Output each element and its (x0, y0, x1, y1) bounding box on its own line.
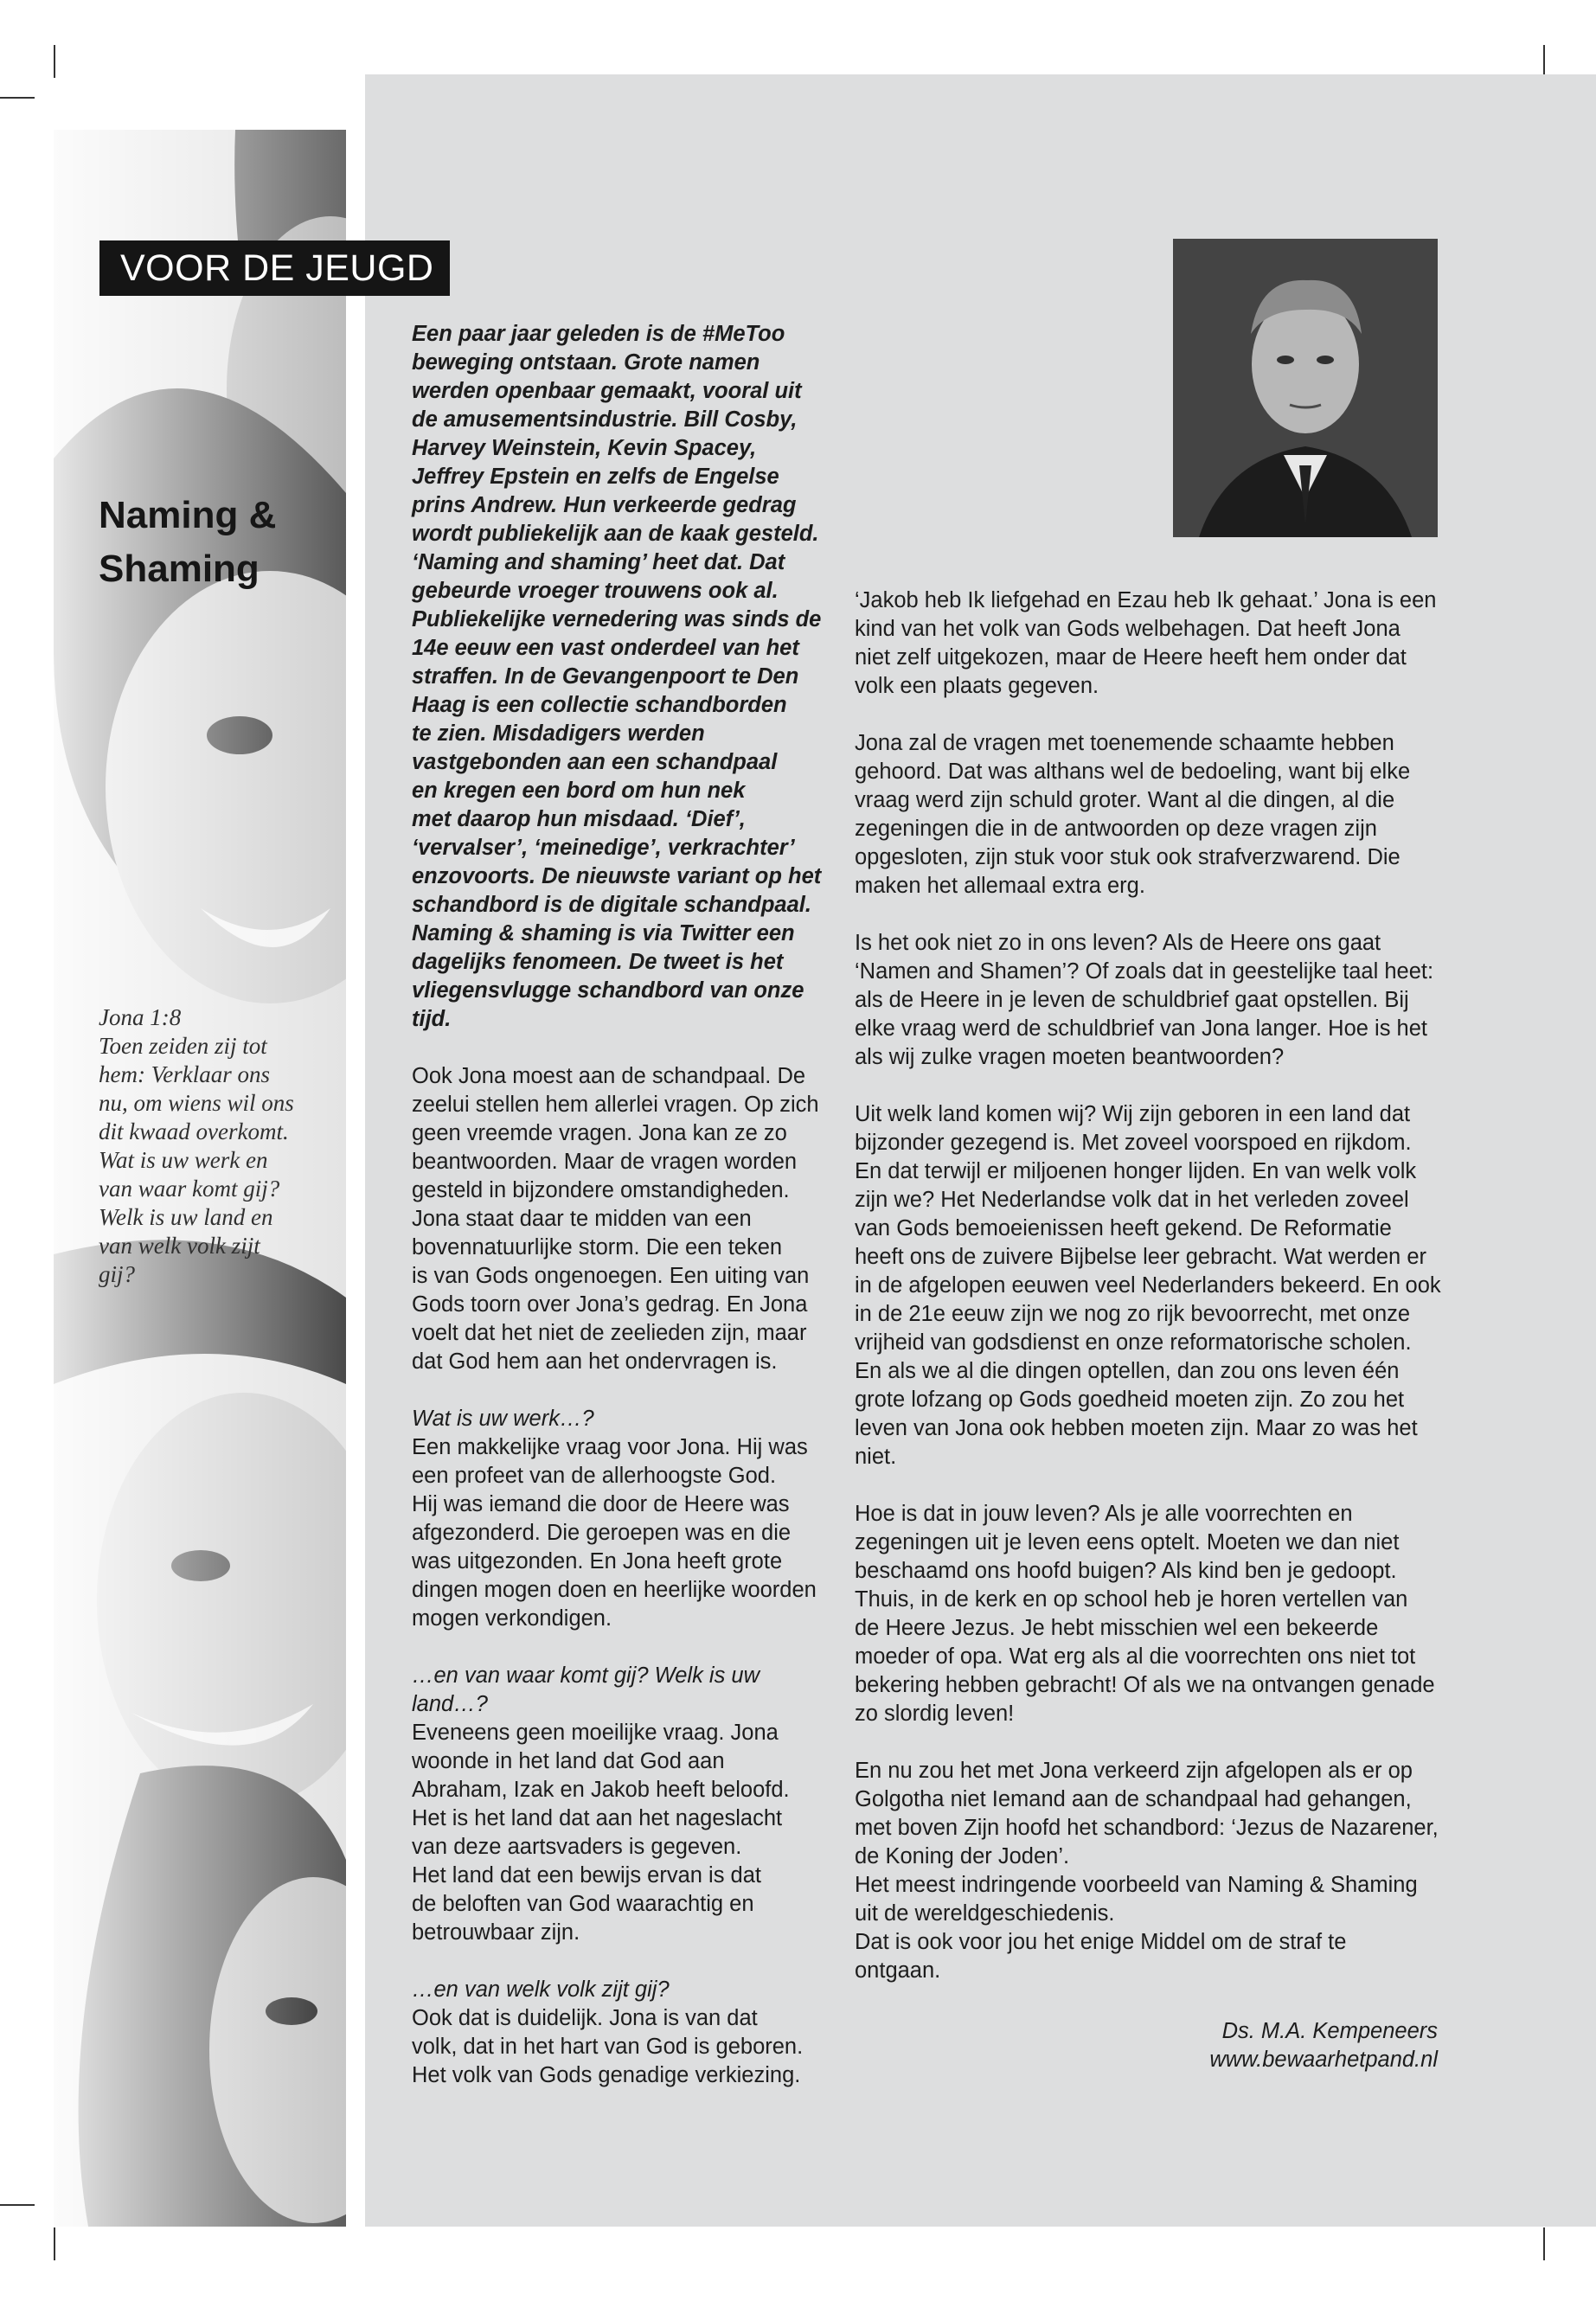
author-name: Ds. M.A. Kempeneers (1221, 2019, 1438, 2043)
text-line: prins Andrew. Hun verkeerde gedrag (412, 493, 797, 517)
text-line: de amusementsindustrie. Bill Cosby, (412, 407, 798, 432)
text-line: de beloften van God waarachtig en (412, 1892, 754, 1916)
text-line: Gods toorn over Jona’s gedrag. En Jona (412, 1292, 808, 1317)
text-line: was uitgezonden. En Jona heeft grote (412, 1549, 783, 1574)
text-line: Een paar jaar geleden is de #MeToo (412, 322, 785, 346)
text-line: …en van waar komt gij? Welk is uw (412, 1663, 760, 1688)
question-block (412, 1662, 836, 1947)
text-line: grote lofzang op Gods goedheid moeten zijn. Zo zou het (855, 1388, 1405, 1412)
text-line: Haag is een collectie schandborden (412, 693, 787, 717)
text-line: maken het allemaal extra erg. (855, 874, 1145, 898)
text-line: vastgebonden aan een schandpaal (412, 750, 778, 774)
crop-mark (1543, 2227, 1545, 2260)
text-line: opgesloten, zijn stuk voor stuk ook strafverzwarend. Die (855, 845, 1401, 869)
text-line: ontgaan. (855, 1958, 941, 1983)
text-line: zegeningen uit je leven eens optelt. Moeten we dan niet (855, 1530, 1400, 1554)
text-line: enzovoorts. De nieuwste variant op het (412, 864, 822, 888)
text-line: beschaamd ons hoofd buigen? Als kind ben je gedoopt. (855, 1559, 1397, 1583)
text-line: Wat is uw werk…? (412, 1407, 594, 1431)
answer-text (412, 1719, 836, 1947)
article-headline (99, 489, 341, 596)
text-line: Naming & shaming is via Twitter een (412, 921, 795, 945)
crop-mark (0, 2204, 35, 2206)
text-line: Publiekelijke vernedering was sinds de (412, 607, 822, 631)
text-line: beweging ontstaan. Grote namen (412, 350, 760, 375)
text-line: 14e eeuw een vast onderdeel van het (412, 636, 799, 660)
text-line: betrouwbaar zijn. (412, 1920, 580, 1945)
question-block (412, 1405, 836, 1633)
text-line: mogen verkondigen. (412, 1606, 612, 1631)
text-line: Een makkelijke vraag voor Jona. Hij was (412, 1435, 808, 1459)
text-line: werden openbaar gemaakt, vooral uit (412, 379, 802, 403)
answer-text (412, 2004, 836, 2090)
text-line: Is het ook niet zo in ons leven? Als de Heere ons gaat (855, 931, 1381, 955)
author-portrait (1173, 239, 1438, 537)
text-line: gesteld in bijzondere omstandigheden. (412, 1178, 790, 1202)
body-paragraph (412, 1062, 836, 1376)
headline-line: Shaming (99, 548, 260, 590)
body-paragraph (855, 1500, 1443, 1728)
scripture-line: Welk is uw land en (99, 1204, 273, 1230)
text-line: te zien. Misdadigers werden (412, 721, 705, 746)
question-heading (412, 1976, 836, 2004)
scripture-line: nu, om wiens wil ons (99, 1090, 294, 1116)
text-line: voelt dat het niet de zeelieden zijn, maar (412, 1321, 807, 1345)
crop-mark (54, 2227, 55, 2260)
text-line: in de 21e eeuw zijn we nog zo rijk bevoorrecht, met onze (855, 1302, 1411, 1326)
text-line: Jeffrey Epstein en zelfs de Engelse (412, 465, 779, 489)
text-line: niet zelf uitgekozen, maar de Heere heeft hem onder dat (855, 645, 1407, 670)
text-line: met boven Zijn hoofd het schandbord: ‘Jezus de Nazarener, (855, 1816, 1439, 1840)
text-line: afgezonderd. Die geroepen was en die (412, 1521, 792, 1545)
text-line: volk, dat in het hart van God is geboren. (412, 2035, 804, 2059)
text-line: Hoe is dat in jouw leven? Als je alle voorrechten en (855, 1502, 1353, 1526)
text-line: schandbord is de digitale schandpaal. (412, 893, 811, 917)
body-paragraph (855, 1100, 1443, 1471)
text-line: ‘Namen and Shamen’? Of zoals dat in geestelijke taal heet: (855, 959, 1434, 984)
text-line: Thuis, in de kerk en op school heb je horen vertellen van (855, 1587, 1408, 1612)
text-line: de Heere Jezus. Je hebt misschien wel een bekeerde (855, 1616, 1379, 1640)
right-column (855, 586, 1443, 2014)
text-line: beantwoorden. Maar de vragen worden (412, 1150, 798, 1174)
intro-paragraph (412, 320, 836, 1034)
text-line: Harvey Weinstein, Kevin Spacey, (412, 436, 757, 460)
text-line: Het meest indringende voorbeeld van Naming & Shaming (855, 1873, 1418, 1897)
text-line: van deze aartsvaders is gegeven. (412, 1835, 742, 1859)
text-line: zo slordig leven! (855, 1702, 1015, 1726)
text-line: in de afgelopen eeuwen veel Nederlanders bekeerd. En ook (855, 1273, 1441, 1298)
text-line: dingen mogen doen en heerlijke woorden (412, 1578, 817, 1602)
text-line: kind van het volk van Gods welbehagen. Dat heeft Jona (855, 617, 1401, 641)
text-line: vrijheid van godsdienst en onze reformatorische scholen. (855, 1330, 1412, 1355)
text-line: gebeurde vroeger trouwens ook al. (412, 579, 779, 603)
text-line: Dat is ook voor jou het enige Middel om de straf te (855, 1930, 1347, 1954)
scripture-line: van welk volk zijt (99, 1233, 260, 1259)
text-line: leven van Jona ook hebben moeten zijn. Maar zo was het (855, 1416, 1418, 1440)
scripture-line: hem: Verklaar ons (99, 1061, 270, 1087)
question-heading (412, 1405, 836, 1433)
text-line: de Koning der Joden’. (855, 1844, 1070, 1868)
body-paragraph (855, 729, 1443, 901)
crop-mark (0, 97, 35, 99)
text-line: dagelijks fenomeen. De tweet is het (412, 950, 784, 974)
text-line: …en van welk volk zijt gij? (412, 1977, 670, 2002)
body-paragraph (855, 586, 1443, 701)
text-line: uit de wereldgeschiedenis. (855, 1901, 1115, 1926)
text-line: dat God hem aan het ondervragen is. (412, 1349, 778, 1374)
question-heading (412, 1662, 836, 1719)
question-block (412, 1976, 836, 2090)
text-line: ‘Naming and shaming’ heet dat. Dat (412, 550, 785, 574)
text-line: gehoord. Dat was althans wel de bedoeling, want bij elke (855, 760, 1411, 784)
text-line: Jona staat daar te midden van een (412, 1207, 752, 1231)
body-paragraph (855, 1757, 1443, 1985)
scripture-line: Toen zeiden zij tot (99, 1033, 267, 1059)
scripture-line: van waar komt gij? (99, 1176, 280, 1202)
text-line: bekering hebben gebracht! Of als we na ontvangen genade (855, 1673, 1435, 1697)
text-line: tijd. (412, 1007, 452, 1031)
headline-line: Naming & (99, 494, 277, 536)
author-website: www.bewaarhetpand.nl (1209, 2048, 1438, 2072)
section-tag: VOOR DE JEUGD (99, 240, 450, 296)
text-line: Jona zal de vragen met toenemende schaamte hebben (855, 731, 1394, 755)
text-line: Het volk van Gods genadige verkiezing. (412, 2063, 801, 2087)
text-line: wordt publiekelijk aan de kaak gesteld. (412, 522, 819, 546)
scripture-line: dit kwaad overkomt. (99, 1118, 289, 1144)
text-line: zeelui stellen hem allerlei vragen. Op zich (412, 1093, 819, 1117)
text-line: zijn we? Het Nederlandse volk dat in het verleden zoveel (855, 1188, 1409, 1212)
text-line: geen vreemde vragen. Jona kan ze zo (412, 1121, 787, 1145)
text-line: heeft ons de zuivere Bijbelse leer gebracht. Wat werden er (855, 1245, 1426, 1269)
text-line: als wij zulke vragen moeten beantwoorden? (855, 1045, 1285, 1069)
body-paragraph (855, 929, 1443, 1072)
text-line: woonde in het land dat God aan (412, 1749, 725, 1773)
text-line: vraag werd zijn schuld groter. Want al die dingen, al die (855, 788, 1395, 812)
text-line: niet. (855, 1445, 897, 1469)
text-line: Abraham, Izak en Jakob heeft beloofd. (412, 1778, 790, 1802)
scripture-reference: Jona 1:8 (99, 1004, 182, 1030)
text-line: zegeningen die in de antwoorden op deze vragen zijn (855, 817, 1377, 841)
scripture-line: gij? (99, 1261, 136, 1287)
text-line: bijzonder gezegend is. Met zoveel voorspoed en rijkdom. (855, 1131, 1412, 1155)
text-line: Eveneens geen moeilijke vraag. Jona (412, 1721, 779, 1745)
crop-mark (54, 45, 55, 78)
text-line: Ook dat is duidelijk. Jona is van dat (412, 2006, 758, 2030)
answer-text (412, 1433, 836, 1633)
text-line: is van Gods ongenoegen. Een uiting van (412, 1264, 810, 1288)
text-line: Hij was iemand die door de Heere was (412, 1492, 790, 1516)
text-line: als de Heere in je leven de schuldbrief gaat opstellen. Bij (855, 988, 1409, 1012)
text-line: Het is het land dat aan het nageslacht (412, 1806, 783, 1830)
scripture-quote (99, 1003, 332, 1289)
text-line: vliegensvlugge schandbord van onze (412, 978, 804, 1003)
text-line: en kregen een bord om hun nek (412, 779, 746, 803)
text-line: En als we al die dingen optellen, dan zou ons leven één (855, 1359, 1400, 1383)
text-line: elke vraag werd de schuldbrief van Jona langer. Hoe is het (855, 1016, 1427, 1041)
text-line: straffen. In de Gevangenpoort te Den (412, 664, 799, 689)
text-line: een profeet van de allerhoogste God. (412, 1464, 777, 1488)
text-line: met daarop hun misdaad. ‘Dief’, (412, 807, 746, 831)
text-line: En nu zou het met Jona verkeerd zijn afgelopen als er op (855, 1759, 1413, 1783)
text-line: ‘Jakob heb Ik liefgehad en Ezau heb Ik gehaat.’ Jona is een (855, 588, 1437, 612)
text-line: Golgotha niet Iemand aan de schandpaal had gehangen, (855, 1787, 1412, 1811)
text-line: van Gods bemoeienissen heeft gekend. De Reformatie (855, 1216, 1392, 1240)
middle-column (412, 320, 836, 2118)
author-signature (1209, 2017, 1438, 2074)
text-line: moeder of opa. Wat erg als al die voorrechten ons niet tot (855, 1644, 1416, 1669)
text-line: ‘vervalser’, ‘meinedige’, verkrachter’ (412, 836, 795, 860)
text-line: bovennatuurlijke storm. Die een teken (412, 1235, 783, 1259)
text-line: volk een plaats gegeven. (855, 674, 1099, 698)
text-line: land…? (412, 1692, 488, 1716)
text-line: En dat terwijl er miljoenen honger lijden. En van welk volk (855, 1159, 1417, 1183)
text-line: Uit welk land komen wij? Wij zijn geboren in een land dat (855, 1102, 1411, 1126)
crop-mark (1543, 45, 1545, 78)
scripture-line: Wat is uw werk en (99, 1147, 268, 1173)
text-line: Het land dat een bewijs ervan is dat (412, 1863, 761, 1888)
text-line: Ook Jona moest aan de schandpaal. De (412, 1064, 806, 1088)
